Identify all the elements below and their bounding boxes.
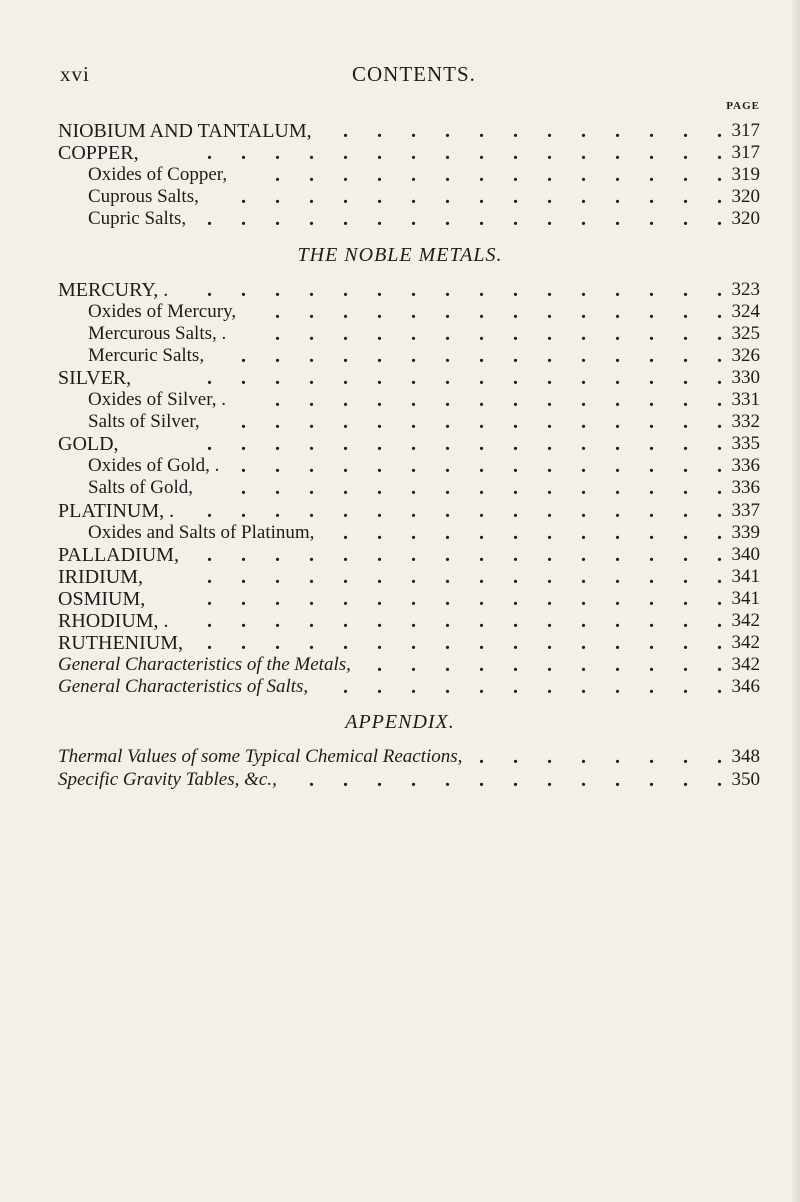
- toc-entry-page: 326: [731, 344, 760, 366]
- toc-entry-page: 320: [731, 186, 760, 208]
- toc-entry: RUTHENIUM, 342 . . . . . . . . . . . . . . . .: [58, 632, 760, 655]
- toc-entry-page: 317: [731, 120, 760, 141]
- toc-entry: Oxides of Copper, 319 . . . . . . . . . . . . . .: [88, 164, 760, 187]
- section-heading: APPENDIX.: [345, 711, 455, 734]
- toc-entry: Oxides of Gold, . 336 . . . . . . . . . . . . . . .: [88, 455, 760, 478]
- toc-entry-title: COPPER,: [58, 142, 139, 165]
- running-title: CONTENTS.: [352, 62, 476, 86]
- toc-entry: COPPER, 317 . . . . . . . . . . . . . . . .: [58, 142, 760, 165]
- toc-entry-page: 325: [731, 322, 760, 344]
- toc-entry: Oxides and Salts of Platinum, 339 . . . . . . . . . . . .: [88, 521, 760, 544]
- toc-entry-page: 317: [731, 142, 760, 164]
- toc-entry: Cuprous Salts, 320 . . . . . . . . . . . . . . .: [88, 186, 760, 209]
- toc-entry: Salts of Silver, 332 . . . . . . . . . . . . . . .: [88, 411, 760, 434]
- toc-entry: PLATINUM, . 337 . . . . . . . . . . . . . . . .: [58, 499, 760, 522]
- toc-entry-page: 324: [731, 300, 760, 322]
- toc-entry-title: OSMIUM,: [58, 587, 146, 610]
- folio: xvi: [60, 62, 90, 86]
- toc-entry-page: 341: [731, 565, 760, 587]
- toc-entry: Mercuric Salts, 326 . . . . . . . . . . . . . . .: [88, 344, 760, 367]
- toc-entry-title: PLATINUM, .: [58, 499, 175, 522]
- toc-entry-title: General Characteristics of Salts,: [58, 676, 309, 698]
- toc-entry-page: 342: [731, 610, 760, 631]
- toc-entry: Oxides of Silver, . 331 . . . . . . . . . . . . . .: [88, 389, 760, 411]
- toc-entry: SILVER, 330 . . . . . . . . . . . . . . . .: [58, 366, 760, 389]
- toc-entry: IRIDIUM, 341 . . . . . . . . . . . . . . . .: [58, 565, 760, 588]
- toc-entry-page: 342: [731, 632, 760, 654]
- toc-entry-title: GOLD,: [58, 433, 119, 456]
- toc-entry-title: Cuprous Salts,: [88, 186, 199, 208]
- page-header: [0, 62, 800, 92]
- toc-entry-page: 341: [731, 587, 760, 609]
- toc-entry: MERCURY, . 323 . . . . . . . . . . . . . . . .: [58, 278, 760, 301]
- toc-entry-page: 336: [731, 477, 760, 499]
- toc-entry-title: IRIDIUM,: [58, 565, 143, 588]
- toc-entry-page: 331: [731, 389, 760, 410]
- toc-entry-page: 342: [731, 654, 760, 676]
- toc-entry-title: Mercurous Salts, .: [88, 322, 227, 344]
- toc-entry-title: MERCURY, .: [58, 278, 169, 301]
- toc-entry: RHODIUM, . 342 . . . . . . . . . . . . . . . .: [58, 610, 760, 632]
- toc-entry: Cupric Salts, 320 . . . . . . . . . . . . . . . .: [88, 208, 760, 231]
- toc-entry-title: Oxides of Mercury,: [88, 300, 237, 322]
- toc-entry: Thermal Values of some Typical Chemical Reactions, 348 . . . . . . . .: [58, 746, 760, 769]
- toc-entry-title: Salts of Gold,: [88, 477, 194, 499]
- toc-entry-title: RHODIUM, .: [58, 610, 169, 632]
- page-edge-shadow: [790, 0, 800, 1202]
- toc-entry-page: 348: [731, 746, 760, 768]
- toc-entry: General Characteristics of the Metals, 342 . . . . . . . . . . .: [58, 654, 760, 677]
- toc-entry: Oxides of Mercury, 324 . . . . . . . . . . . . . .: [88, 300, 760, 323]
- toc-entry-title: Mercuric Salts,: [88, 344, 205, 366]
- toc-entry-page: 319: [731, 164, 760, 186]
- toc-entry-title: Oxides of Gold, .: [88, 455, 220, 477]
- toc-entry-title: Oxides and Salts of Platinum,: [88, 521, 315, 543]
- toc-entry-title: General Characteristics of the Metals,: [58, 654, 351, 676]
- toc-entry-page: 340: [731, 543, 760, 565]
- toc-entry-title: RUTHENIUM,: [58, 632, 183, 655]
- toc-entry-page: 336: [731, 455, 760, 477]
- toc-entry-page: 339: [731, 521, 760, 543]
- toc-entry: Mercurous Salts, . 325 . . . . . . . . . . . . . .: [88, 322, 760, 345]
- toc-entry: General Characteristics of Salts, 346 . . . . . . . . . . . .: [58, 676, 760, 699]
- toc-entry: GOLD, 335 . . . . . . . . . . . . . . . .: [58, 433, 760, 456]
- toc-entry-page: 332: [731, 411, 760, 433]
- toc-entry-page: 330: [731, 366, 760, 388]
- toc-entry: Salts of Gold, 336 . . . . . . . . . . . . . . .: [88, 477, 760, 500]
- toc-entry-page: 346: [731, 676, 760, 698]
- toc-entry-page: 337: [731, 499, 760, 521]
- toc-entry-title: Salts of Silver,: [88, 411, 200, 433]
- toc-entry: Specific Gravity Tables, &c., 350 . . . . . . . . . . . . .: [58, 768, 760, 791]
- toc-entry-title: Oxides of Copper,: [88, 164, 228, 186]
- toc-entry: NIOBIUM AND TANTALUM, 317 . . . . . . . . . . . .: [58, 120, 760, 142]
- toc-entry-title: Cupric Salts,: [88, 208, 187, 230]
- toc-entry-page: 335: [731, 433, 760, 455]
- toc-entry-title: PALLADIUM,: [58, 543, 179, 566]
- toc-entry-title: SILVER,: [58, 366, 132, 389]
- page-column-label: PAGE: [726, 100, 760, 112]
- toc-entry-page: 320: [731, 208, 760, 230]
- section-heading: THE NOBLE METALS.: [297, 243, 503, 266]
- toc-entry: OSMIUM, 341 . . . . . . . . . . . . . . . .: [58, 587, 760, 610]
- toc-entry-title: NIOBIUM AND TANTALUM,: [58, 120, 312, 142]
- toc-entry: PALLADIUM, 340 . . . . . . . . . . . . . . . .: [58, 543, 760, 566]
- toc-entry-page: 350: [731, 768, 760, 790]
- toc-entry-page: 323: [731, 278, 760, 300]
- toc-entry-title: Thermal Values of some Typical Chemical Reactions,: [58, 746, 463, 768]
- toc-entry-title: Oxides of Silver, .: [88, 389, 227, 410]
- toc-entry-title: Specific Gravity Tables, &c.,: [58, 768, 277, 790]
